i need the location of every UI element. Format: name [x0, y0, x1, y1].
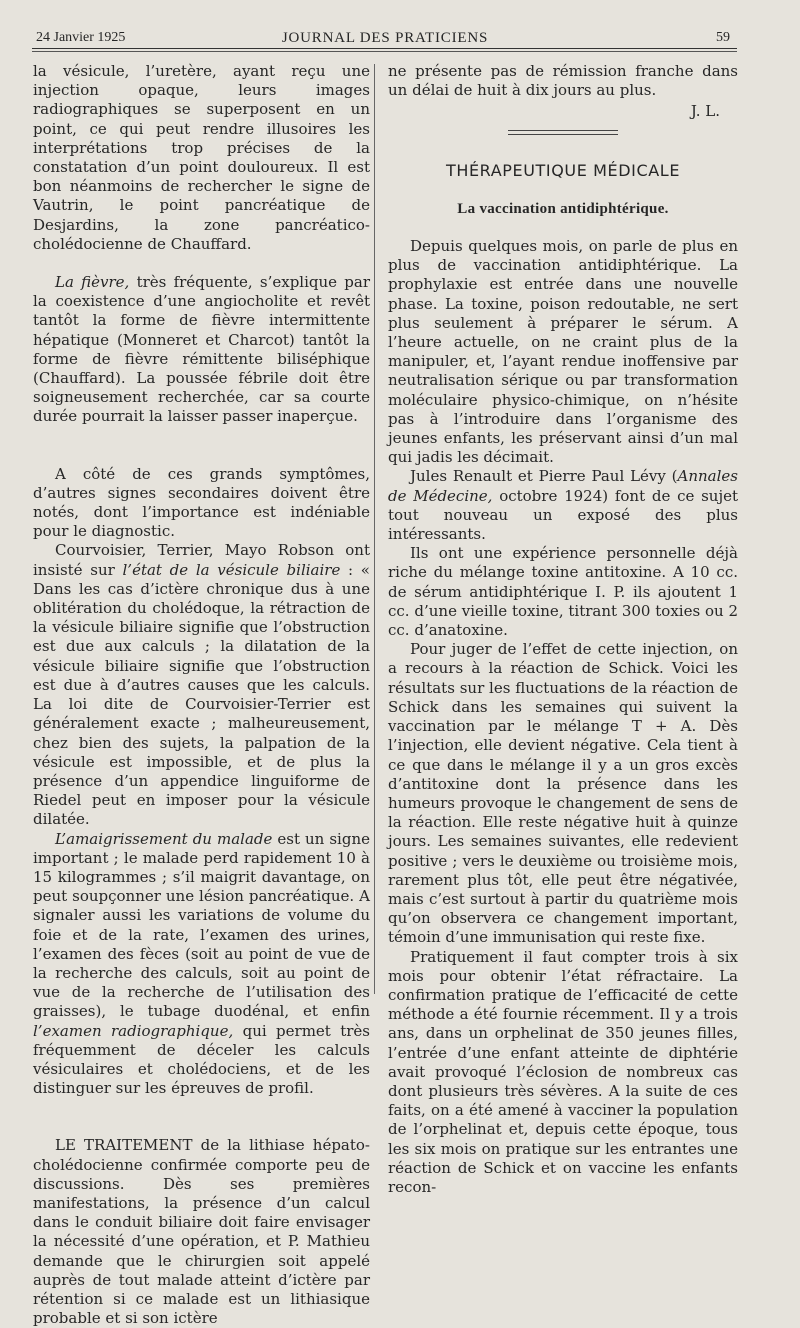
- text: qui permet très fréquemment de déceler les calculs vésiculaires et cholédociens, et de les distinguer sur les épreuves de profil.: [33, 1021, 370, 1098]
- text: : « Dans les cas d’ictère chronique dus à une oblitération du cholédoque, la rétraction de la vésicule biliaire signifie que l’obstruction est due aux calculs ; la dilatation de la vésicule biliaire signifie que l’obstruction est due à d’autres causes que les calculs. La loi dite de Courvoisier-Terrier est généralement exacte ; malheureusement, chez bien des sujets, la palpation de la vésicule est impossible, et de plus la présence d’un appendice linguiforme de Riedel peut en imposer pour la vésicule dilatée.: [33, 560, 370, 829]
- emphasis: L’amaigrissement du malade: [55, 829, 273, 848]
- emphasis: La fièvre,: [55, 273, 130, 292]
- emphasis: l’examen radiographique,: [33, 1021, 234, 1040]
- paragraph: Depuis quelques mois, on parle de plus en plus de vaccination antidiphtérique. La prophylaxie est entrée dans une nouvelle phase. La toxine, poison redoutable, ne sert plus seulement à préparer le sérum. A l’heure actuelle, on ne craint plus de la manipuler, et, l’ayant rendue inoffensive par neutralisation sérique ou par transformation moléculaire physico-chimique, on n’hésite pas à l’introduire dans l’organisme des jeunes enfants, les préservant ainsi d’un mal qui jadis les décimait.: [388, 237, 738, 467]
- journal-title: JOURNAL DES PRATICIENS: [281, 30, 489, 46]
- paragraph-amaigrissement: [33, 830, 370, 1099]
- paragraph: Ils ont une expérience personnelle déjà riche du mélange toxine antitoxine. A 10 cc. de sérum antidiphtérique I. P. ils ajoutent 1 cc. d’une vieille toxine, titrant 300 toxies ou 2 cc. d’anatoxine.: [388, 544, 738, 640]
- header-rule: [32, 48, 737, 49]
- text: Courvoisier, Terrier, Mayo Robson ont insisté sur: [33, 541, 370, 579]
- text: est un signe important ; le malade perd rapidement 10 à 15 kilogrammes ; s’il maigrit davantage, on peut soupçonner une lésion pancréatique. A signaler aussi les variations de volume du foie et de la rate, l’examen des urines, l’examen des fèces (soit au point de vue de la recherche des calculs, soit au point de vue de la recherche de l’utilisation des graisses), le tubage duodénal, et enfin: [33, 829, 370, 1021]
- column-divider: [374, 64, 375, 994]
- paragraph-courvoisier: [33, 541, 370, 829]
- paragraph: la vésicule, l’uretère, ayant reçu une injection opaque, leurs images radiographiques se superposent en un point, ce qui peut rendre illusoires les interprétations trop précises de la constatation d’un point douloureux. Il est bon néanmoins de rechercher le signe de Vautrin, le point pancréatique de Desjardins, la zone pancréatico-cholédocienne de Chauffard.: [33, 62, 370, 253]
- section-heading: THÉRAPEUTIQUE MÉDICALE: [445, 160, 681, 180]
- emphasis: l’état de la vésicule biliaire: [122, 560, 341, 579]
- header-rule-thin: [32, 51, 737, 52]
- section-separator: [508, 130, 618, 135]
- author-signature: J. L.: [690, 102, 720, 121]
- paragraph: Pratiquement il faut compter trois à six mois pour obtenir l’état réfractaire. La confirmation pratique de l’efficacité de cette méthode a été fournie récemment. Il y a trois ans, dans un orphelinat de 350 jeunes filles, l’entrée d’une enfant atteinte de diphtérie avait provoqué l’éclosion de nombreux cas dont plusieurs très sévères. A la suite de ces faits, on a été amené à vacciner la population de l’orphelinat et, depuis cette époque, tous les six mois on pratique sur les entrantes une réaction de Schick et on vaccine les enfants recon-: [388, 947, 738, 1196]
- paragraph: Pour juger de l’effet de cette injection, on a recours à la réaction de Schick. Voici les résultats sur les fluctuations de la réaction de Schick dans les semaines qui suivent la vaccination par le mélange T + A. Dès l’injection, elle devient négative. Cela tient à ce que dans le mélange il y a un gros excès d’antitoxine dont la présence dans les humeurs provoque le changement de sens de la réaction. Elle reste négative huit à quinze jours. Les semaines suivantes, elle redevient positive ; vers le deuxième ou troisième mois, rarement plus tôt, elle peut être négativée, mais c’est surtout à partir du quatrième mois qu’on observera ce changement important, témoin d’une immunisation qui reste fixe.: [388, 640, 738, 947]
- issue-date: 24 Janvier 1925: [36, 30, 126, 45]
- left-column: [33, 62, 370, 1328]
- text: très fréquente, s’explique par la coexistence d’une angiocholite et revêt tantôt la forme de fièvre intermittente hépatique (Monneret et Charcot) tantôt la forme de fièvre rémittente biliséphique (Chauffard). La poussée fébrile doit être soigneusement recherchée, car sa courte durée pourrait la laisser passer inaperçue.: [33, 273, 370, 426]
- text: octobre 1924) font de ce sujet tout nouveau un exposé des plus intéressants.: [388, 486, 739, 544]
- article-title: La vaccination antidiphtérique.: [457, 200, 669, 217]
- emphasis: Annales de Médecine,: [388, 467, 738, 505]
- paragraph: A côté de ces grands symptômes, d’autres signes secondaires doivent être notés, dont l’importance est indéniable pour le diagnostic.: [33, 464, 370, 541]
- right-column: [388, 62, 738, 1197]
- page-number: 59: [716, 30, 730, 45]
- paragraph: ne présente pas de rémission franche dans un délai de huit à dix jours au plus.: [388, 62, 738, 100]
- paragraph-traitement: LE TRAITEMENT de la lithiase hépato-cholédocienne confirmée comporte peu de discussions. Dès ses premières manifestations, la présence d’un calcul dans le conduit biliaire doit faire envisager la nécessité d’une opération, et P. Mathieu demande que le chirurgien soit appelé auprès de tout malade atteint d’ictère par rétention si ce malade est un lithiasique probable et si son ictère: [33, 1136, 370, 1328]
- text: Jules Renault et Pierre Paul Lévy (: [410, 467, 678, 486]
- paragraph-citation: [388, 467, 738, 544]
- paragraph-fever: [33, 273, 370, 427]
